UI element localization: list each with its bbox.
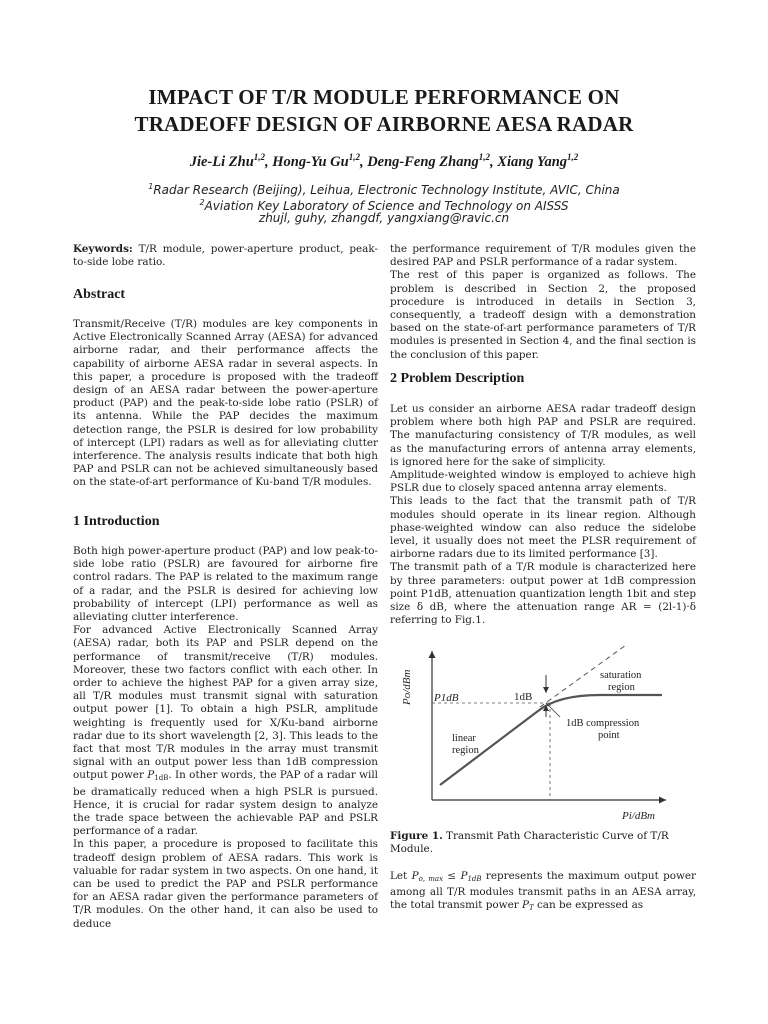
paragraph: Amplitude-weighted window is employed to achieve high PSLR due to closely spaced antenna array elements. [390, 469, 696, 495]
introduction-body [73, 545, 378, 931]
section-2-body [390, 403, 696, 627]
paragraph: the performance requirement of T/R modules given the desired PAP and PSLR performance of a radar system. [390, 243, 696, 269]
right-intro-continued [390, 243, 696, 362]
compression-label: 1dB compression [566, 718, 640, 729]
saturation-label: saturation [600, 670, 642, 681]
final-paragraph: Let $P_{o, max} \le P_{1dB}$ represents the maximum output power among all T/R modules transmit paths in an AESA array, the total transmit power $P_T$ can be expressed as [390, 870, 696, 913]
paragraph: Let us consider an airborne AESA radar tradeoff design problem where both high PAP and PSLR are required. The manufacturing consistency of T/R modules, as well as the manufacturing errors of antenna array elements, is ignored here for the sake of simplicity. [390, 403, 696, 468]
paper-title [0, 84, 768, 138]
figure-1-transmit-curve [400, 645, 670, 825]
abstract-body: Transmit/Receive (T/R) modules are key components in Active Electronically Scanned Array (AESA) for advanced airborne radar, and their performance affects the capability of airborne AESA radar in several aspects. In this paper, a procedure is proposed with the tradeoff design of an AESA radar between the power-aperture product (PAP) and the peak-to-side lobe ratio (PSLR) of its antenna. While the PAP decides the maximum detection range, the PSLR is desired for low probability of intercept (LPI) radars as well as for alleviating clutter interference. The analysis results indicate that both high PAP and PSLR can not be achieved simultaneously based on the state-of-art performance of Ku-band T/R modules. [73, 318, 378, 489]
paragraph: Both high power-aperture product (PAP) and low peak-to-side lobe ratio (PSLR) are favoured for airborne fire control radars. The PAP is related to the maximum range of a radar, and the PSLR is desired for achieving low probability of intercept (LPI) performance as well as alleviating clutter interference. [73, 545, 378, 624]
paragraph: The transmit path of a T/R module is characterized here by three parameters: output power at 1dB compression point P1dB, attenuation quantization length 1bit and step size δ dB, where the attenuation range AR = (2l-1)·δ referring to Fig.1. [390, 561, 696, 627]
x-axis-label: Pi/dBm [622, 810, 655, 822]
author: Deng-Feng Zhang [367, 153, 479, 170]
figure-1-caption: Figure 1. Transmit Path Characteristic Curve of T/R Module. [390, 830, 669, 856]
keywords: Keywords: T/R module, power-aperture product, peak-to-side lobe ratio. [73, 243, 379, 269]
p1db-label: P1dB [434, 692, 459, 704]
author: Hong-Yu Gu [272, 153, 349, 170]
affiliation-1: $^1$Radar Research (Beijing), Leihua, Electronic Technology Institute, AVIC, China [148, 182, 620, 197]
linear-label: linear [452, 733, 476, 744]
title-line-2: TRADEOFF DESIGN OF AIRBORNE AESA RADAR [134, 112, 634, 136]
author-emails: zhujl, guhy, zhangdf, yangxiang@ravic.cn [258, 211, 510, 225]
one-db-label: 1dB [514, 691, 533, 703]
compression-pointer [546, 703, 560, 717]
y-axis-label: Po/dBm [401, 669, 413, 705]
paragraph: For advanced Active Electronically Scanned Array (AESA) radar, both its PAP and PSLR depend on the performance of transmit/receive (T/R) modules. Moreover, these two factors conflict with each other. In order to achieve the highest PAP for a given array size, all T/R modules must transmit signal with saturation output power [1]. To obtain a high PSLR, amplitude weighting is frequently used for X/Ku-band airborne radar due to its short wavelength [2, 3]. This leads to the fact that most T/R modules in the array must transmit signal with an output power less than 1dB compression output power $P_{1dB}$. In other words, the PAP of a radar will be dramatically reduced when a high PSLR is pursued. Hence, it is crucial for radar system design to analyze the trade space between the achievable PAP and PSLR performance of a radar. [73, 624, 378, 838]
author: Jie-Li Zhu [189, 153, 254, 170]
compression-point-label: point [598, 730, 620, 741]
paragraph: In this paper, a procedure is proposed to facilitate this tradeoff design problem of AESA radars. This work is valuable for radar system in two aspects. On one hand, it can be used to predict the PAP and PSLR performance for an AESA radar given the performance parameters of T/R modules. On the other hand, it can also be used to deduce [73, 838, 378, 930]
paragraph: The rest of this paper is organized as follows. The problem is described in Section 2, the proposed procedure is introduced in details in Section 3, consequently, a tradeoff design with a demonstration based on the state-of-art performance parameters of T/R modules is presented in Section 4, and the final section is the conclusion of this paper. [390, 269, 696, 361]
section-2-heading: 2 Problem Description [390, 371, 525, 386]
paragraph: This leads to the fact that the transmit path of T/R modules should operate in its linear region. Although phase-weighted window can also reduce the sidelobe level, it usually does not meet the PLSR requirement of airborne radars due to its limited performance [3]. [390, 495, 696, 561]
introduction-heading: 1 Introduction [73, 514, 160, 529]
affiliation-2: $^2$Aviation Key Laboratory of Science and Technology on AISSS [199, 198, 569, 213]
author: Xiang Yang [497, 153, 568, 170]
abstract-heading: Abstract [73, 287, 126, 302]
author-list: Jie-Li Zhu$^{1,2}$, Hong-Yu Gu$^{1,2}$, Deng-Feng Zhang$^{1,2}$, Xiang Yang$^{1,2}$ [189, 152, 579, 170]
linear-region-label: region [452, 745, 479, 756]
title-line-1: IMPACT OF T/R MODULE PERFORMANCE ON [148, 85, 620, 109]
saturation-region-label: region [608, 682, 635, 693]
